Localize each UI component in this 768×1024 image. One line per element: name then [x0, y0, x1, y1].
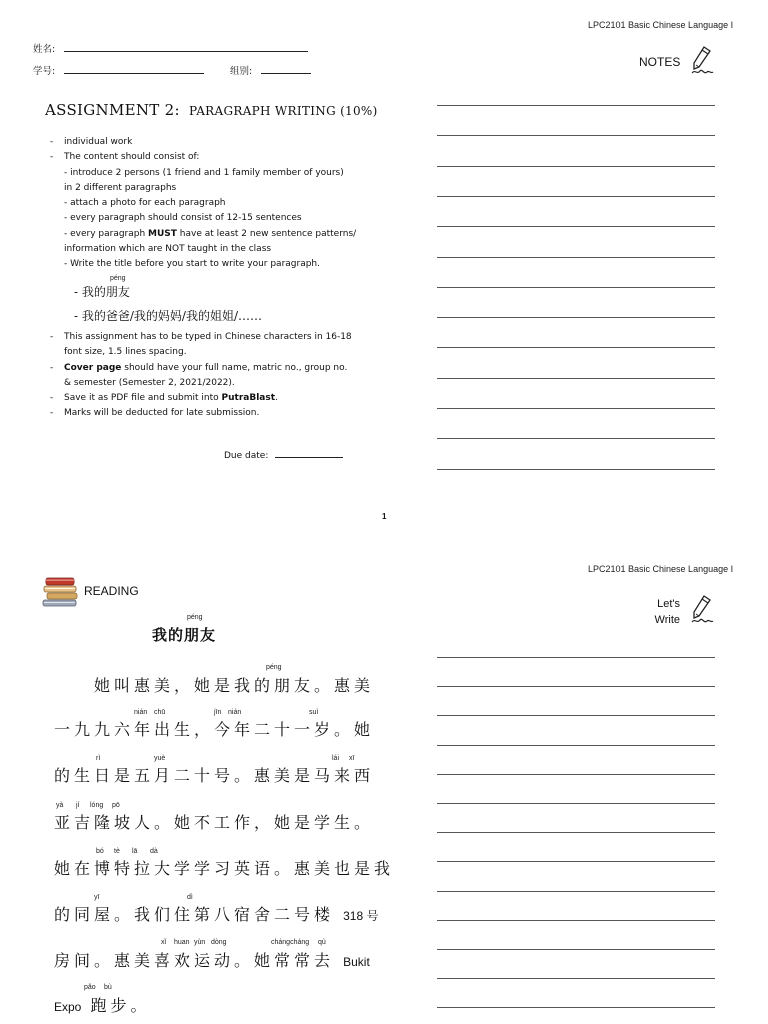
- ruled-line: [437, 135, 715, 136]
- ruled-line: [437, 347, 715, 348]
- ruled-line: [437, 949, 715, 950]
- list-item: - Cover page should have your full name, matric no., group no.: [50, 362, 348, 373]
- ruled-line: [437, 166, 715, 167]
- course-header-2: LPC2101 Basic Chinese Language I: [588, 564, 734, 574]
- course-header: LPC2101 Basic Chinese Language I: [588, 20, 734, 30]
- pinyin-annotation: bó: [96, 848, 104, 855]
- ruled-line: [437, 891, 715, 892]
- pinyin-annotation: rì: [96, 755, 101, 762]
- pinyin-annotation: xǐ: [161, 939, 167, 946]
- pinyin-annotation: jí: [76, 802, 80, 809]
- ruled-line: [437, 438, 715, 439]
- pinyin-annotation: lái: [332, 755, 340, 762]
- assignment-title-sub: PARAGRAPH WRITING (10%): [188, 104, 378, 118]
- instruction-list: [50, 135, 420, 273]
- books-icon: [42, 576, 80, 608]
- pinyin-annotation: péng: [187, 614, 203, 621]
- reading-line-7: 房间。惠美喜欢运动。她常常去 Bukit: [54, 951, 370, 970]
- due-date-blank: [275, 448, 343, 458]
- ruled-line: [437, 978, 715, 979]
- pinyin-annotation: pō: [112, 802, 120, 809]
- ruled-line: [437, 105, 715, 106]
- page-number: 1: [382, 512, 387, 521]
- pinyin-annotation: péng: [110, 275, 126, 282]
- matric-field: [33, 63, 204, 77]
- ruled-line: [437, 408, 715, 409]
- reading-line-1: 她叫惠美，她是我的朋友。惠美: [94, 676, 375, 695]
- pinyin-annotation: yùn: [194, 939, 206, 946]
- list-item: in 2 different paragraphs: [64, 182, 177, 193]
- title-example-friend: - 我的朋友: [74, 285, 130, 299]
- reading-line-3: 的生日是五月二十号。惠美是马来西: [54, 766, 375, 785]
- title-example-family: - 我的爸爸/我的妈妈/我的姐姐/……: [74, 309, 262, 323]
- ruled-line: [437, 469, 715, 470]
- pinyin-annotation: péng: [266, 664, 282, 671]
- reading-line-4: 亚吉隆坡人。她不工作，她是学生。: [54, 813, 375, 832]
- pinyin-annotation: nián: [228, 709, 242, 716]
- ruled-line: [437, 774, 715, 775]
- ruled-line: [437, 657, 715, 658]
- reading-line-2: 一九九六年出生，今年二十一岁。她: [54, 720, 375, 739]
- pinyin-annotation: yī: [94, 894, 100, 901]
- pinyin-annotation: nián: [134, 709, 148, 716]
- pinyin-annotation: suì: [309, 709, 319, 716]
- list-item: - Marks will be deducted for late submission.: [50, 408, 260, 419]
- pinyin-annotation: qù: [318, 939, 326, 946]
- reading-line-8: Expo 跑步。: [54, 996, 151, 1015]
- list-item: - The content should consist of:: [50, 152, 200, 163]
- list-item: - every paragraph MUST have at least 2 new sentence patterns/: [64, 228, 357, 239]
- pencil-writing-icon: [689, 45, 715, 77]
- pinyin-annotation: lóng: [90, 802, 104, 809]
- place-name-expo: Expo: [54, 1000, 82, 1014]
- pinyin-annotation: jīn: [214, 709, 222, 716]
- ruled-line: [437, 745, 715, 746]
- name-blank: [64, 42, 308, 52]
- pinyin-annotation: dà: [150, 848, 158, 855]
- pencil-writing-icon: [689, 594, 715, 626]
- ruled-line: [437, 287, 715, 288]
- group-blank: [261, 64, 311, 74]
- pinyin-annotation: pǎo: [84, 984, 96, 991]
- group-label: 组别:: [230, 66, 253, 77]
- pinyin-annotation: lā: [132, 848, 138, 855]
- reading-title: 我的朋友: [152, 626, 217, 644]
- ruled-line: [437, 196, 715, 197]
- reading-label: READING: [84, 584, 139, 598]
- ruled-line: [437, 226, 715, 227]
- pinyin-annotation: huan: [174, 939, 190, 946]
- list-item: - introduce 2 persons (1 friend and 1 family member of yours): [64, 167, 344, 178]
- list-item: - every paragraph should consist of 12-15 sentences: [64, 213, 302, 224]
- ruled-line: [437, 920, 715, 921]
- pinyin-annotation: chū: [154, 709, 166, 716]
- list-item: & semester (Semester 2, 2021/2022).: [64, 377, 235, 388]
- list-item: - attach a photo for each paragraph: [64, 198, 226, 209]
- pinyin-annotation: yà: [56, 802, 64, 809]
- ruled-line: [437, 1007, 715, 1008]
- pinyin-annotation: bù: [104, 984, 112, 991]
- pinyin-annotation: dòng: [211, 939, 227, 946]
- room-number: 318 号: [343, 909, 379, 923]
- group-field: [230, 63, 311, 77]
- ruled-line: [437, 686, 715, 687]
- ruled-line: [437, 317, 715, 318]
- list-item: - Write the title before you start to write your paragraph.: [64, 259, 320, 270]
- list-item: - This assignment has to be typed in Chinese characters in 16-18: [50, 332, 352, 342]
- ruled-line: [437, 257, 715, 258]
- due-date-label: Due date:: [224, 451, 269, 461]
- matric-label: 学号:: [33, 66, 56, 77]
- name-field: [33, 41, 308, 55]
- ruled-line: [437, 715, 715, 716]
- list-item: font size, 1.5 lines spacing.: [64, 347, 187, 358]
- notes-label: NOTES: [639, 55, 681, 69]
- place-name-bukit: Bukit: [343, 955, 370, 969]
- name-label: 姓名:: [33, 44, 56, 55]
- pinyin-annotation: xī: [349, 755, 355, 762]
- reading-line-6: 的同屋。我们住第八宿舍二号楼 318 号: [54, 905, 379, 924]
- instruction-list-2: [50, 330, 420, 422]
- due-date: [224, 448, 343, 464]
- ruled-line: [437, 861, 715, 862]
- pinyin-annotation: dì: [187, 894, 193, 901]
- ruled-line: [437, 803, 715, 804]
- list-item: information which are NOT taught in the class: [64, 244, 272, 255]
- pinyin-annotation: chángcháng: [271, 939, 310, 946]
- ruled-line: [437, 832, 715, 833]
- ruled-line: [437, 378, 715, 379]
- reading-line-5: 她在博特拉大学学习英语。惠美也是我: [54, 859, 395, 878]
- lets-write-label: Let's Write: [654, 598, 680, 626]
- pinyin-annotation: tè: [114, 848, 120, 855]
- list-item: - individual work: [50, 137, 133, 147]
- matric-blank: [64, 64, 204, 74]
- assignment-title: [45, 101, 378, 119]
- pinyin-annotation: yuè: [154, 755, 166, 762]
- assignment-title-main: ASSIGNMENT 2:: [45, 101, 180, 119]
- list-item: - Save it as PDF file and submit into PutraBlast.: [50, 393, 278, 404]
